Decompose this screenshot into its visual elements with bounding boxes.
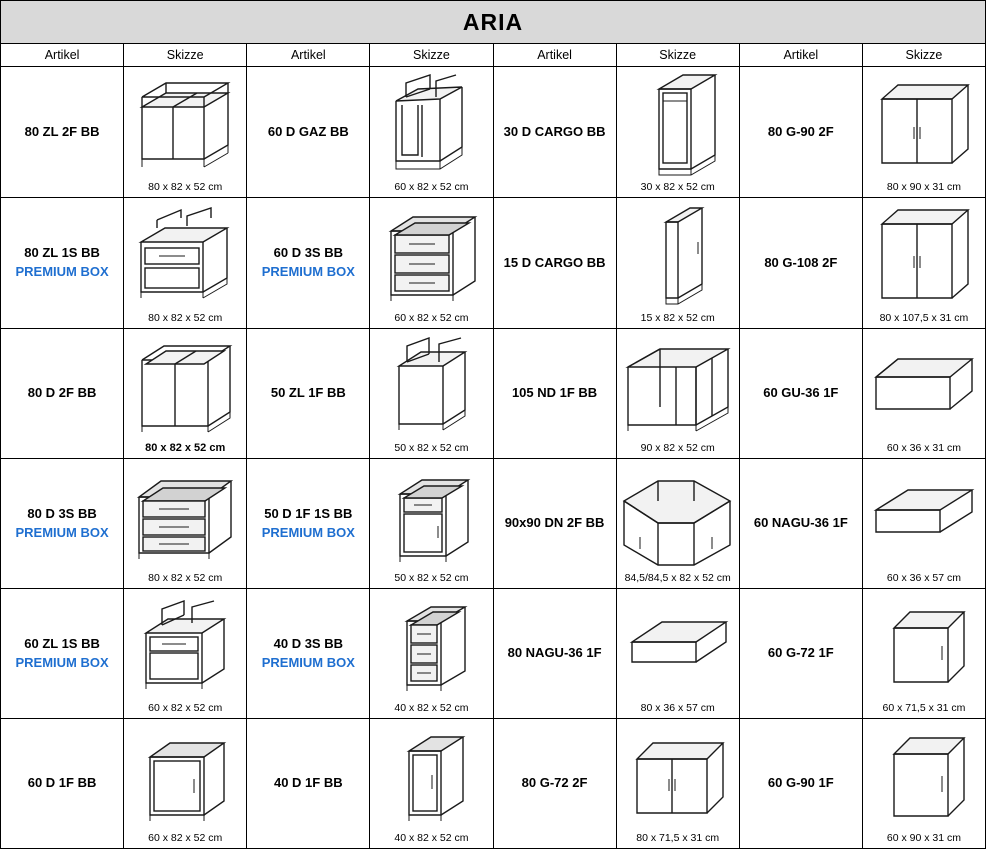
table-row (1, 589, 986, 719)
dimensions-label: 90 x 82 x 52 cm (640, 442, 715, 454)
dimensions-label: 60 x 36 x 31 cm (886, 442, 961, 454)
dimensions-label: 80 x 82 x 52 cm (148, 572, 223, 584)
article-label: 80 ZL 2F BB (1, 67, 124, 198)
dimensions-label: 80 x 82 x 52 cm (148, 181, 223, 193)
article-label: 60 D 1F BB (1, 719, 124, 849)
wall-unit-2door-72-icon (617, 719, 739, 830)
sketch-cell (370, 719, 493, 849)
wall-unit-2door-icon (863, 67, 985, 179)
article-name: 80 D 3S BB (27, 505, 97, 521)
article-name: 80 ZL 1S BB (24, 245, 100, 261)
wall-unit-1door-90-icon (863, 719, 985, 830)
dimensions-label: 80 x 71,5 x 31 cm (636, 832, 720, 844)
base-3drawer-icon (370, 198, 492, 310)
sketch-cell (370, 198, 493, 329)
article-label (247, 589, 370, 719)
sketch-cell (616, 719, 739, 849)
article-label: 15 D CARGO BB (493, 198, 616, 329)
dimensions-label: 50 x 82 x 52 cm (394, 442, 469, 454)
column-header-artikel-4: Artikel (739, 44, 862, 67)
sink-base-1door-open-icon (370, 329, 492, 440)
dimensions-label: 40 x 82 x 52 cm (394, 832, 469, 844)
article-label: 80 G-72 2F (493, 719, 616, 849)
corner-base-open-icon (617, 329, 739, 440)
column-header-skizze-2: Skizze (370, 44, 493, 67)
table-row (1, 67, 986, 198)
sketch-cell (124, 329, 247, 459)
dimensions-label: 60 x 82 x 52 cm (394, 312, 469, 324)
cargo-slim-icon (617, 198, 739, 310)
premium-badge: PREMIUM BOX (261, 654, 355, 670)
article-label: 80 NAGU-36 1F (493, 589, 616, 719)
table-row (1, 329, 986, 459)
sketch-cell (616, 67, 739, 198)
dimensions-label: 80 x 36 x 57 cm (640, 702, 715, 714)
wall-unit-low-open-icon (863, 329, 985, 440)
sink-base-2door-open-icon (124, 67, 246, 179)
sketch-cell (124, 719, 247, 849)
wall-box-deep-icon (863, 459, 985, 570)
dimensions-label: 60 x 71,5 x 31 cm (882, 702, 966, 714)
sketch-cell (616, 329, 739, 459)
sketch-cell (370, 589, 493, 719)
sketch-cell (862, 589, 985, 719)
article-label: 60 G-90 1F (739, 719, 862, 849)
sink-base-1drawer-icon (124, 198, 246, 310)
page-title: ARIA (1, 1, 986, 44)
article-label: 80 G-108 2F (739, 198, 862, 329)
article-label: 105 ND 1F BB (493, 329, 616, 459)
base-1door-60-icon (124, 719, 246, 830)
base-3drawer-wide-icon (124, 459, 246, 570)
sketch-cell (862, 459, 985, 589)
article-name: 40 D 3S BB (273, 635, 343, 651)
column-header-artikel-2: Artikel (247, 44, 370, 67)
article-label (247, 198, 370, 329)
sink-base-1drawer-60-icon (124, 589, 246, 700)
article-label (247, 459, 370, 589)
base-3drawer-narrow-icon (370, 589, 492, 700)
article-label: 80 D 2F BB (1, 329, 124, 459)
article-label: 60 D GAZ BB (247, 67, 370, 198)
dimensions-label: 60 x 82 x 52 cm (148, 702, 223, 714)
article-label: 90x90 DN 2F BB (493, 459, 616, 589)
column-header-artikel-3: Artikel (493, 44, 616, 67)
sketch-cell (124, 67, 247, 198)
column-header-artikel-1: Artikel (1, 44, 124, 67)
article-label: 80 G-90 2F (739, 67, 862, 198)
dimensions-label: 84,5/84,5 x 82 x 52 cm (624, 572, 731, 584)
premium-badge: PREMIUM BOX (15, 264, 109, 279)
oven-housing-open-icon (370, 67, 492, 179)
base-2door-open-top-icon (124, 329, 246, 440)
dimensions-label: 60 x 36 x 57 cm (886, 572, 961, 584)
sketch-cell (124, 459, 247, 589)
sketch-cell (862, 67, 985, 198)
article-name: 50 D 1F 1S BB (264, 505, 353, 521)
article-label: 40 D 1F BB (247, 719, 370, 849)
premium-badge: PREMIUM BOX (15, 654, 109, 670)
header-row (1, 44, 986, 67)
dimensions-label: 80 x 82 x 52 cm (145, 442, 226, 454)
dimensions-label: 80 x 107,5 x 31 cm (879, 312, 969, 324)
article-name: 60 D 3S BB (273, 245, 343, 261)
article-label: 60 GU-36 1F (739, 329, 862, 459)
corner-L-base-icon (617, 459, 739, 570)
sketch-cell (616, 459, 739, 589)
sketch-cell (370, 67, 493, 198)
dimensions-label: 50 x 82 x 52 cm (394, 572, 469, 584)
column-header-skizze-3: Skizze (616, 44, 739, 67)
sketch-cell (616, 198, 739, 329)
sketch-cell (370, 329, 493, 459)
article-label: 50 ZL 1F BB (247, 329, 370, 459)
dimensions-label: 30 x 82 x 52 cm (640, 181, 715, 193)
title-row (1, 1, 986, 44)
wall-box-deep-80-icon (617, 589, 739, 700)
wall-unit-1door-72-icon (863, 589, 985, 700)
sketch-cell (370, 459, 493, 589)
column-header-skizze-4: Skizze (862, 44, 985, 67)
table-row (1, 719, 986, 849)
article-name: 60 ZL 1S BB (24, 635, 100, 651)
base-1door-1drawer-icon (370, 459, 492, 570)
wall-unit-tall-2door-icon (863, 198, 985, 310)
premium-badge: PREMIUM BOX (261, 264, 355, 279)
table-row (1, 459, 986, 589)
premium-badge: PREMIUM BOX (261, 524, 355, 540)
sketch-cell (124, 589, 247, 719)
base-1door-40-icon (370, 719, 492, 830)
dimensions-label: 80 x 82 x 52 cm (148, 312, 223, 324)
dimensions-label: 60 x 82 x 52 cm (148, 832, 223, 844)
premium-badge: PREMIUM BOX (15, 524, 109, 540)
dimensions-label: 40 x 82 x 52 cm (394, 702, 469, 714)
sketch-cell (862, 198, 985, 329)
dimensions-label: 80 x 90 x 31 cm (886, 181, 961, 193)
dimensions-label: 60 x 90 x 31 cm (886, 832, 961, 844)
sketch-cell (862, 329, 985, 459)
dimensions-label: 60 x 82 x 52 cm (394, 181, 469, 193)
article-label: 30 D CARGO BB (493, 67, 616, 198)
sketch-cell (862, 719, 985, 849)
sketch-cell (124, 198, 247, 329)
article-label (1, 198, 124, 329)
column-header-skizze-1: Skizze (124, 44, 247, 67)
article-label (1, 459, 124, 589)
table-row (1, 198, 986, 329)
article-label (1, 589, 124, 719)
dimensions-label: 15 x 82 x 52 cm (640, 312, 715, 324)
article-label: 60 NAGU-36 1F (739, 459, 862, 589)
article-label: 60 G-72 1F (739, 589, 862, 719)
sketch-cell (616, 589, 739, 719)
cargo-tall-narrow-icon (617, 67, 739, 179)
